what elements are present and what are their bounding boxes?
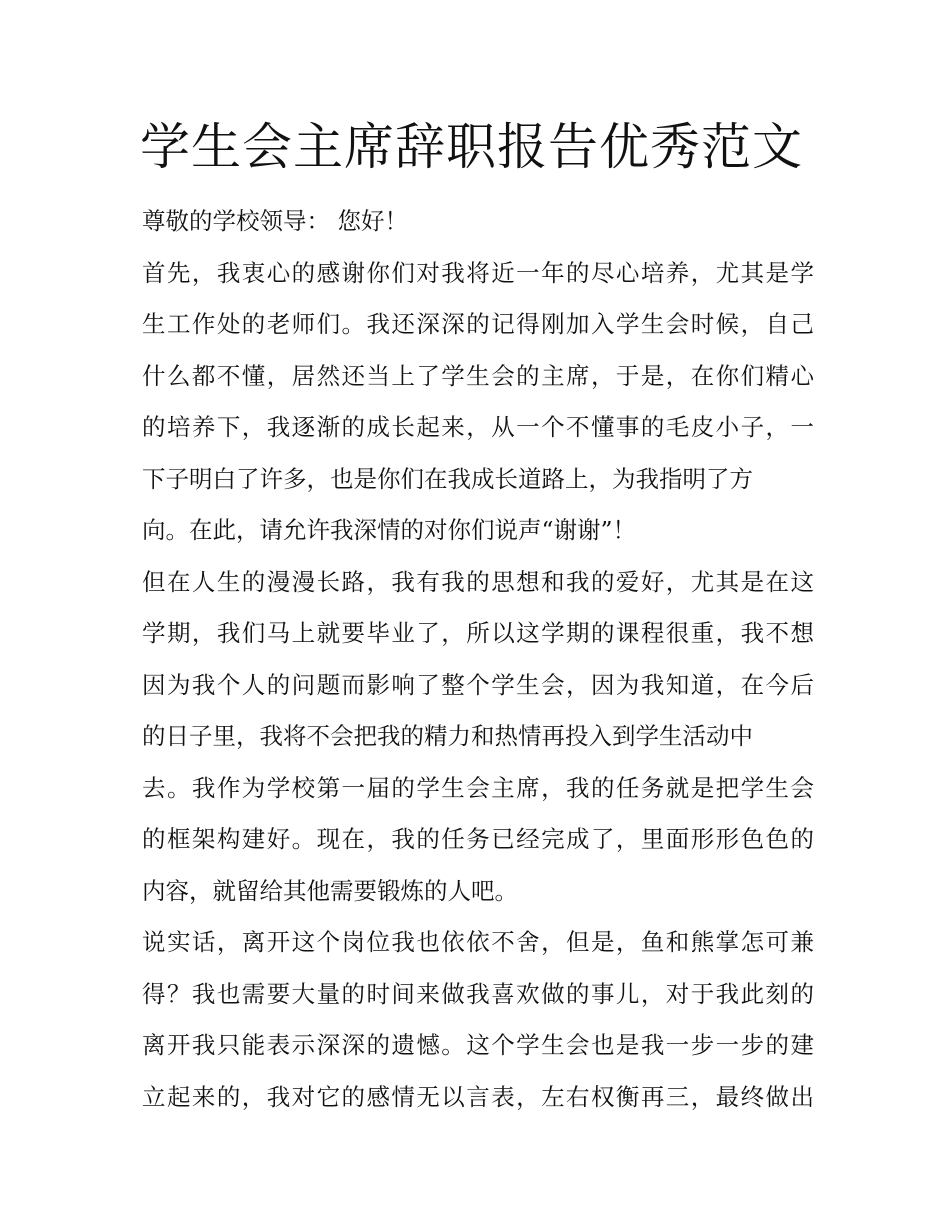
paragraph-line: 内容，就留给其他需要锻炼的人吧。: [142, 876, 518, 905]
paragraph-line: 说实话，离开这个岗位我也依依不舍，但是，鱼和熊掌怎可兼: [142, 928, 814, 956]
paragraph-line: 的日子里，我将不会把我的精力和热情再投入到学生活动中: [142, 722, 753, 750]
paragraph-line: 因为我个人的问题而影响了整个学生会，因为我知道，在今后: [142, 670, 814, 699]
document-body: [142, 196, 814, 1123]
paragraph-line: 离开我只能表示深深的遗憾。这个学生会也是我一步一步的建: [142, 1031, 814, 1059]
paragraph-line: 什么都不懂，居然还当上了学生会的主席，于是，在你们精心: [142, 361, 814, 390]
paragraph-line: 首先，我衷心的感谢你们对我将近一年的尽心培养，尤其是学: [142, 258, 814, 287]
paragraph-line: 生工作处的老师们。我还深深的记得刚加入学生会时候，自己: [142, 310, 814, 338]
paragraph-line: 立起来的，我对它的感情无以言表，左右权衡再三，最终做出: [142, 1082, 814, 1111]
document-title: 学生会主席辞职报告优秀范文: [140, 118, 803, 176]
salutation-line: 尊敬的学校领导： 您好！: [142, 207, 408, 235]
paragraph-line: 下子明白了许多，也是你们在我成长道路上，为我指明了方: [142, 464, 753, 493]
paragraph-line: 向。在此，请允许我深情的对你们说声“谢谢”！: [142, 516, 637, 544]
paragraph-line: 学期，我们马上就要毕业了，所以这学期的课程很重，我不想: [142, 619, 814, 647]
paragraph-line: 的框架构建好。现在，我的任务已经完成了，里面形形色色的: [142, 825, 814, 853]
paragraph-line: 的培养下，我逐渐的成长起来，从一个不懂事的毛皮小子，一: [142, 413, 814, 441]
paragraph-line: 但在人生的漫漫长路，我有我的思想和我的爱好，尤其是在这: [142, 567, 814, 596]
paragraph-line: 得？我也需要大量的时间来做我喜欢做的事儿，对于我此刻的: [142, 979, 814, 1008]
paragraph-line: 去。我作为学校第一届的学生会主席，我的任务就是把学生会: [142, 773, 814, 802]
